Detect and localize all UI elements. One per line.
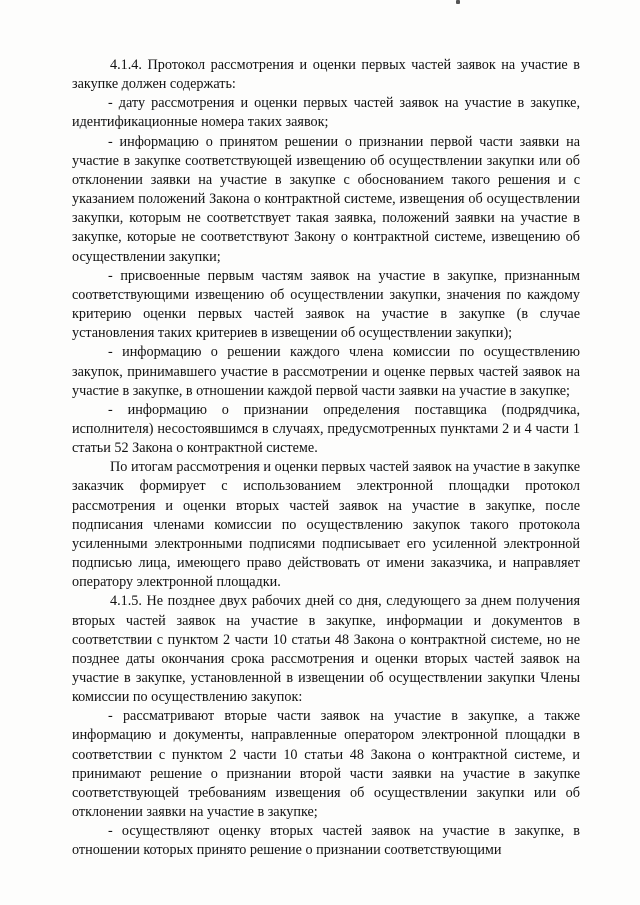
list-item-review-second-parts: - рассматривают вторые части заявок на участие в закупке, а также информацию и документы, направленные оператором электронной площадки в соответствии с пунктом 2 части 10 статьи 48 Закона о контрактной системе, и принимают решение о признании второй части заявки на участие в закупке соответствующей требованиям извещения об осуществлении закупки или об отклонении заявки на участие в закупке; bbox=[72, 708, 580, 821]
list-item-decision-info: - информацию о принятом решении о признании первой части заявки на участие в закупке соответствующей извещению об осуществлении закупки или об отклонении заявки на участие в закупке с обоснованием такого решения и с указанием положений Закона о контрактной системе, извещения об осуществлении закупки, которым не соответствует такая заявка, положений заявки на участие в закупке, которые не соответствуют Закону о контрактной системе, извещению об осуществлении закупки; bbox=[72, 133, 580, 265]
list-item-member-decisions: - информацию о решении каждого члена комиссии по осуществлению закупок, принимавшего участие в рассмотрении и оценке первых частей заявок на участие в закупке, в отношении каждой первой части заявки на участие в закупке; bbox=[72, 344, 580, 399]
paragraph-4-1-5: 4.1.5. Не позднее двух рабочих дней со дня, следующего за днем получения вторых частей заявок на участие в закупке, информации и документов в соответствии с пунктом 2 части 10 статьи 48 Закона о контрактной системе, но не позднее даты окончания срока рассмотрения и оценки вторых частей заявок на участие в закупке, установленной в извещении об осуществлении закупки Члены комиссии по осуществлению закупок: bbox=[72, 593, 580, 706]
paragraph-4-1-4-heading: 4.1.4. Протокол рассмотрения и оценки первых частей заявок на участие в закупке должен содержать: bbox=[72, 57, 580, 93]
list-item-criteria-values: - присвоенные первым частям заявок на участие в закупке, признанным соответствующими извещению об осуществлении закупки, значения по каждому критерию оценки первых частей заявок на участие в закупке (в случае установления таких критериев в извещении об осуществлении закупки); bbox=[72, 267, 580, 342]
list-item-date: - дату рассмотрения и оценки первых частей заявок на участие в закупке, идентификационные номера таких заявок; bbox=[72, 95, 580, 131]
scan-mark bbox=[456, 0, 460, 4]
document-body bbox=[72, 56, 580, 861]
paragraph-protocol-formation: По итогам рассмотрения и оценки первых частей заявок на участие в закупке заказчик формирует с использованием электронной площадки протокол рассмотрения и оценки вторых частей заявок на участие в закупке, после подписания членами комиссии по осуществлению закупок такого протокола усиленными электронными подписями подписывает его усиленной электронной подписью лица, имеющего право действовать от имени заказчика, и направляет оператору электронной площадки. bbox=[72, 459, 580, 591]
list-item-failed-procurement: - информацию о признании определения поставщика (подрядчика, исполнителя) несостоявшимся в случаях, предусмотренных пунктами 2 и 4 части 1 статьи 52 Закона о контрактной системе. bbox=[72, 401, 580, 457]
list-item-evaluate-second-parts: - осуществляют оценку вторых частей заявок на участие в закупке, в отношении которых принято решение о признании соответствующими bbox=[72, 823, 580, 859]
